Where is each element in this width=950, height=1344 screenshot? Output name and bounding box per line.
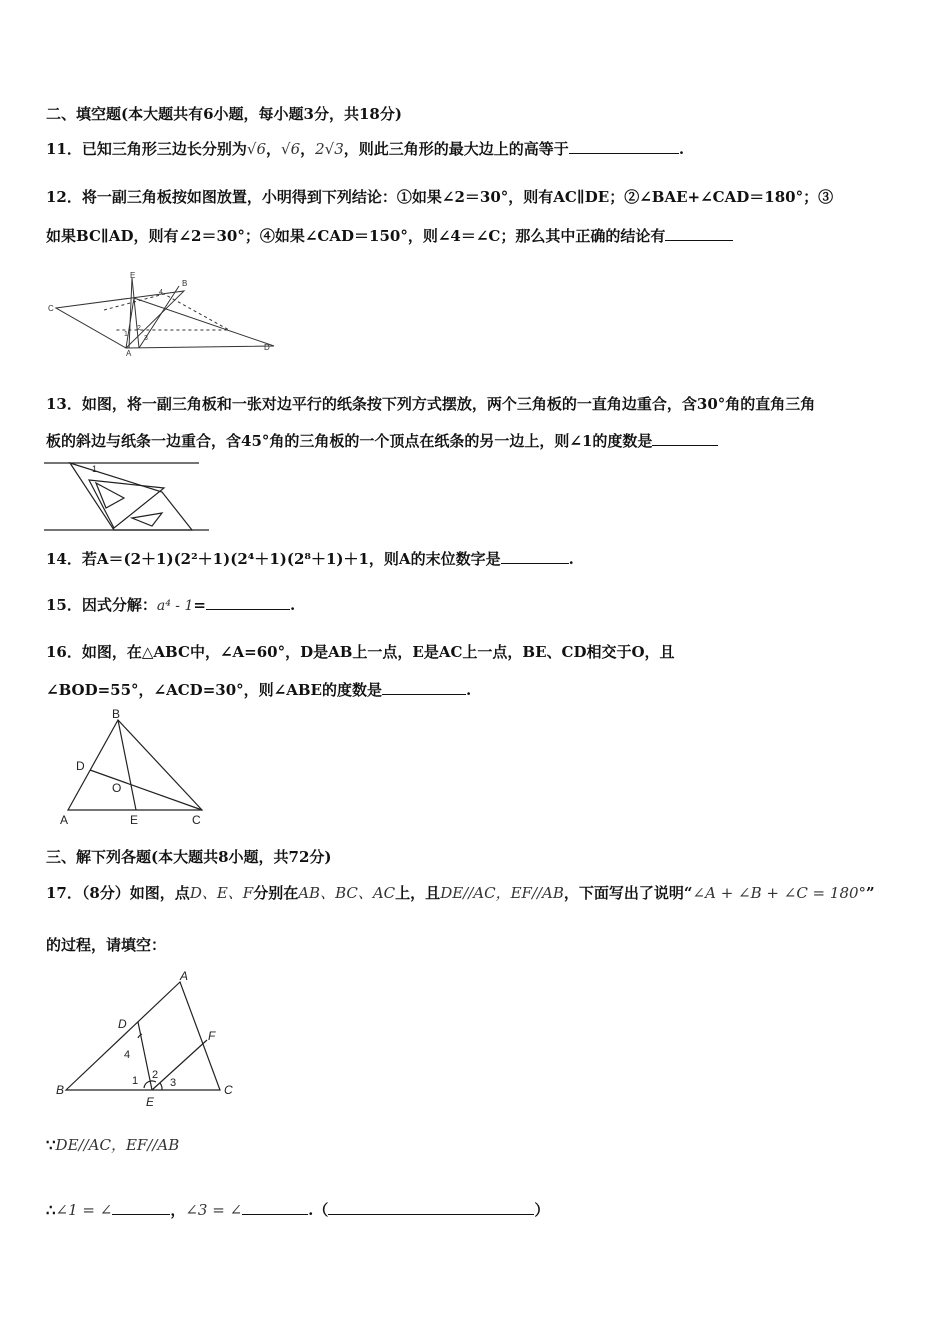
q11-end: . xyxy=(678,140,685,158)
q13-answer-blank[interactable] xyxy=(652,431,718,446)
q17-label-4: 4 xyxy=(124,1049,131,1061)
q17-therefore-line xyxy=(46,1199,549,1220)
question-13-line-1: 13．如图，将一副三角板和一张对边平行的纸条按下列方式摆放，两个三角板的一直角边重合，含30°角的直角三角 xyxy=(46,395,816,413)
q17-label-F: F xyxy=(208,1029,216,1043)
q12-label-D: D xyxy=(264,343,270,352)
q17-figure xyxy=(52,970,242,1110)
q15-equals: = xyxy=(193,596,206,614)
q12-label-C: C xyxy=(48,304,54,313)
q17-blank-reason[interactable] xyxy=(328,1200,534,1215)
q12-label-B: B xyxy=(182,279,188,288)
q17-label-2: 2 xyxy=(152,1069,159,1081)
q16-figure xyxy=(56,706,216,830)
q17-part-4: ，下面写出了说明“ xyxy=(563,884,693,902)
q16-label-E: E xyxy=(130,813,139,827)
q12-answer-blank[interactable] xyxy=(665,226,733,241)
q12-label-A: A xyxy=(126,349,132,358)
q14-text: 14．若A＝(2＋1)(2²＋1)(2⁴＋1)(2⁸＋1)＋1，则A的末位数字是 xyxy=(46,550,501,568)
q12-label-E: E xyxy=(130,271,136,280)
question-16-line-1: 16．如图，在△ABC中，∠A=60°，D是AB上一点，E是AC上一点，BE、CD相交于O，且 xyxy=(46,643,675,661)
q11-answer-blank[interactable] xyxy=(569,139,679,154)
q15-prefix: 15．因式分解： xyxy=(46,596,157,614)
q16-label-C: C xyxy=(192,813,201,827)
q17-blank-angle-1[interactable] xyxy=(112,1200,170,1215)
q17-label-3: 3 xyxy=(170,1077,177,1089)
q17-label-E: E xyxy=(146,1095,155,1109)
q14-end: . xyxy=(568,550,574,568)
q17-condition: DE//AC，EF//AB xyxy=(440,884,564,902)
q11-suffix: ，则此三角形的最大边上的高等于 xyxy=(343,140,569,158)
q11-side-1: √6 xyxy=(246,140,266,158)
q17-part-2: 分别在 xyxy=(253,884,299,902)
q16-label-D: D xyxy=(76,759,85,773)
q17-label-D: D xyxy=(118,1017,127,1031)
q17-comma: ， xyxy=(170,1201,186,1219)
q13-figure xyxy=(44,458,209,536)
q16-answer-blank[interactable] xyxy=(382,680,466,695)
q15-expression: a⁴ - 1 xyxy=(156,598,194,614)
q17-label-A: A xyxy=(180,970,189,983)
q17-points: D、E、F xyxy=(189,884,254,902)
q17-because-symbol: ∵ xyxy=(46,1136,56,1154)
q13-line-2-text: 板的斜边与纸条一边重合，含45°角的三角板的一个顶点在纸条的另一边上，则∠1的度数是 xyxy=(46,432,653,450)
question-17-line-2: 的过程，请填空： xyxy=(46,936,167,954)
question-16-line-2 xyxy=(46,679,471,700)
question-14 xyxy=(46,548,574,569)
q17-sides: AB、BC、AC xyxy=(298,884,396,902)
q17-statement: ∠A + ∠B + ∠C = 180° xyxy=(692,884,867,902)
question-12-line-2 xyxy=(46,225,733,246)
q11-sep-2: ， xyxy=(300,140,316,158)
q17-angle-3-expression: ∠3 = ∠ xyxy=(185,1201,243,1219)
q16-line-2-text: ∠BOD=55°，∠ACD=30°，则∠ABE的度数是 xyxy=(46,681,382,699)
q16-label-A: A xyxy=(60,813,69,827)
q15-answer-blank[interactable] xyxy=(206,595,290,610)
q17-blank-angle-3[interactable] xyxy=(242,1200,308,1215)
q17-therefore-symbol: ∴ xyxy=(46,1201,56,1219)
q11-sep-1: ， xyxy=(266,140,282,158)
q17-angle-1-expression: ∠1 = ∠ xyxy=(55,1201,113,1219)
question-17-line-1 xyxy=(46,882,875,903)
q17-label-B: B xyxy=(56,1083,65,1097)
q12-label-4: 4 xyxy=(159,289,163,296)
q17-part-3: 上，且 xyxy=(395,884,441,902)
q13-label-1: 1 xyxy=(92,464,98,474)
question-11 xyxy=(46,138,684,159)
q12-label-2: 2 xyxy=(137,325,141,332)
q17-label-C: C xyxy=(224,1083,233,1097)
q17-because-expression: DE//AC，EF//AB xyxy=(55,1136,180,1154)
q12-label-1: 1 xyxy=(124,331,128,338)
q17-part-5: ” xyxy=(866,884,875,902)
q16-label-B: B xyxy=(112,707,121,721)
q14-answer-blank[interactable] xyxy=(501,549,569,564)
q17-because-line xyxy=(46,1134,179,1155)
q15-end: . xyxy=(289,596,296,614)
q11-prefix: 11．已知三角形三边长分别为 xyxy=(46,140,247,158)
question-15 xyxy=(46,594,295,615)
section3-title: 三、解下列各题(本大题共8小题，共72分) xyxy=(46,848,332,866)
question-12-line-1: 12．将一副三角板按如图放置，小明得到下列结论：①如果∠2＝30°，则有AC∥DE；②∠BAE+∠CAD＝180°；③ xyxy=(46,188,834,206)
q16-label-O: O xyxy=(112,781,122,795)
q17-part-1: 17．（8分）如图，点 xyxy=(46,884,190,902)
q12-figure xyxy=(44,268,279,358)
q12-line-2-text: 如果BC∥AD，则有∠2＝30°；④如果∠CAD＝150°，则∠4＝∠C；那么其中正确的结论有 xyxy=(46,227,666,245)
question-13-line-2 xyxy=(46,430,718,451)
q11-side-3: 2√3 xyxy=(315,140,344,158)
q17-dot-paren: .（ xyxy=(308,1201,329,1219)
q17-label-1: 1 xyxy=(132,1075,139,1087)
q17-close-paren: ） xyxy=(534,1201,550,1219)
section2-title: 二、填空题(本大题共有6小题，每小题3分，共18分) xyxy=(46,105,402,123)
q16-end: . xyxy=(465,681,472,699)
q12-label-3: 3 xyxy=(144,335,148,342)
q11-side-2: √6 xyxy=(281,140,301,158)
